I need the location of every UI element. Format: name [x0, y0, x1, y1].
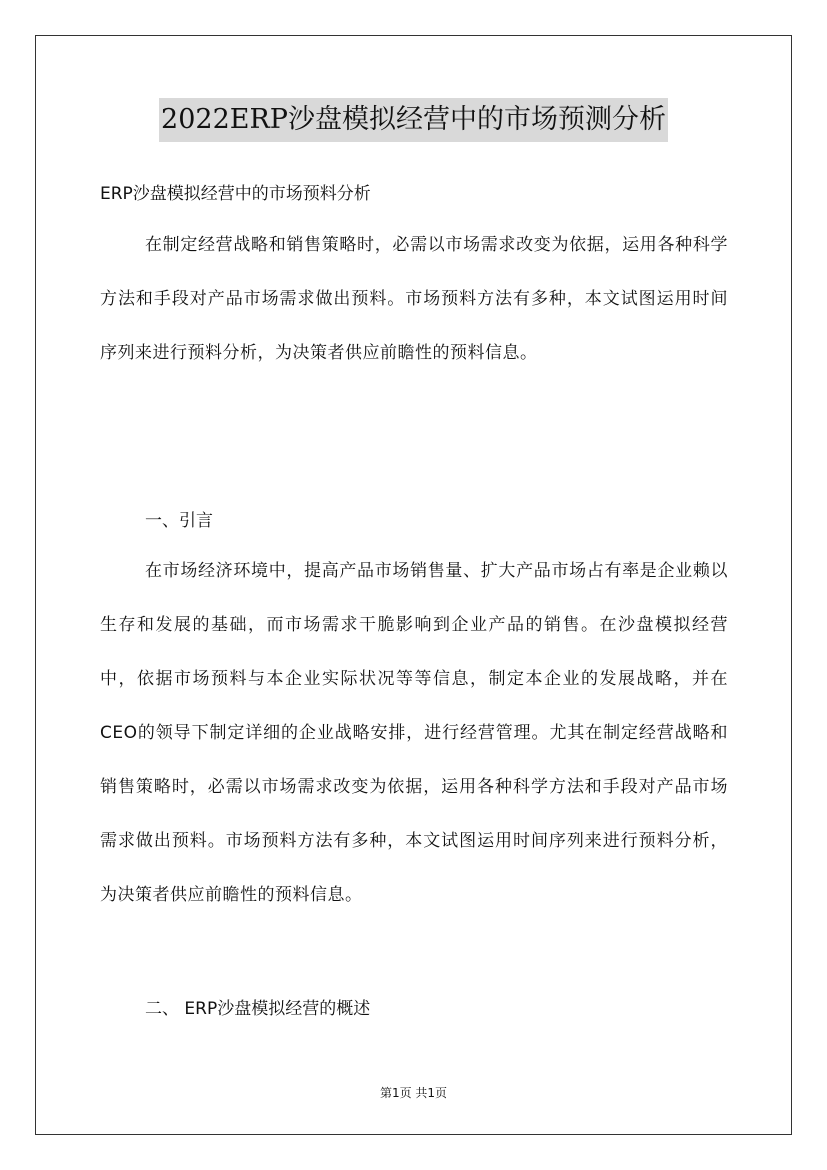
intro-paragraph: 在制定经营战略和销售策略时，必需以市场需求改变为依据，运用各种科学方法和手段对产品市场需求做出预料。市场预料方法有多种，本文试图运用时间序列来进行预料分析，为决策者供应前瞻性的预料信息。: [100, 235, 728, 363]
page-footer: 第1页 共1页: [379, 1086, 448, 1100]
title-container: [0, 98, 827, 142]
document-title: 2022ERP沙盘模拟经营中的市场预测分析: [159, 98, 668, 142]
document-subtitle: ERP沙盘模拟经营中的市场预料分析: [100, 184, 371, 204]
section-heading-intro: 一、引言: [145, 511, 213, 531]
section-heading-overview: 二、 ERP沙盘模拟经营的概述: [145, 999, 371, 1019]
body-paragraph: 在市场经济环境中，提高产品市场销售量、扩大产品市场占有率是企业赖以生存和发展的基础，而市场需求干脆影响到企业产品的销售。在沙盘模拟经营中，依据市场预料与本企业实际状况等等信息，制定本企业的发展战略，并在CEO的领导下制定详细的企业战略安排，进行经营管理。尤其在制定经营战略和销售策略时，必需以市场需求改变为依据，运用各种科学方法和手段对产品市场需求做出预料。市场预料方法有多种，本文试图运用时间序列来进行预料分析，为决策者供应前瞻性的预料信息。: [100, 561, 728, 905]
